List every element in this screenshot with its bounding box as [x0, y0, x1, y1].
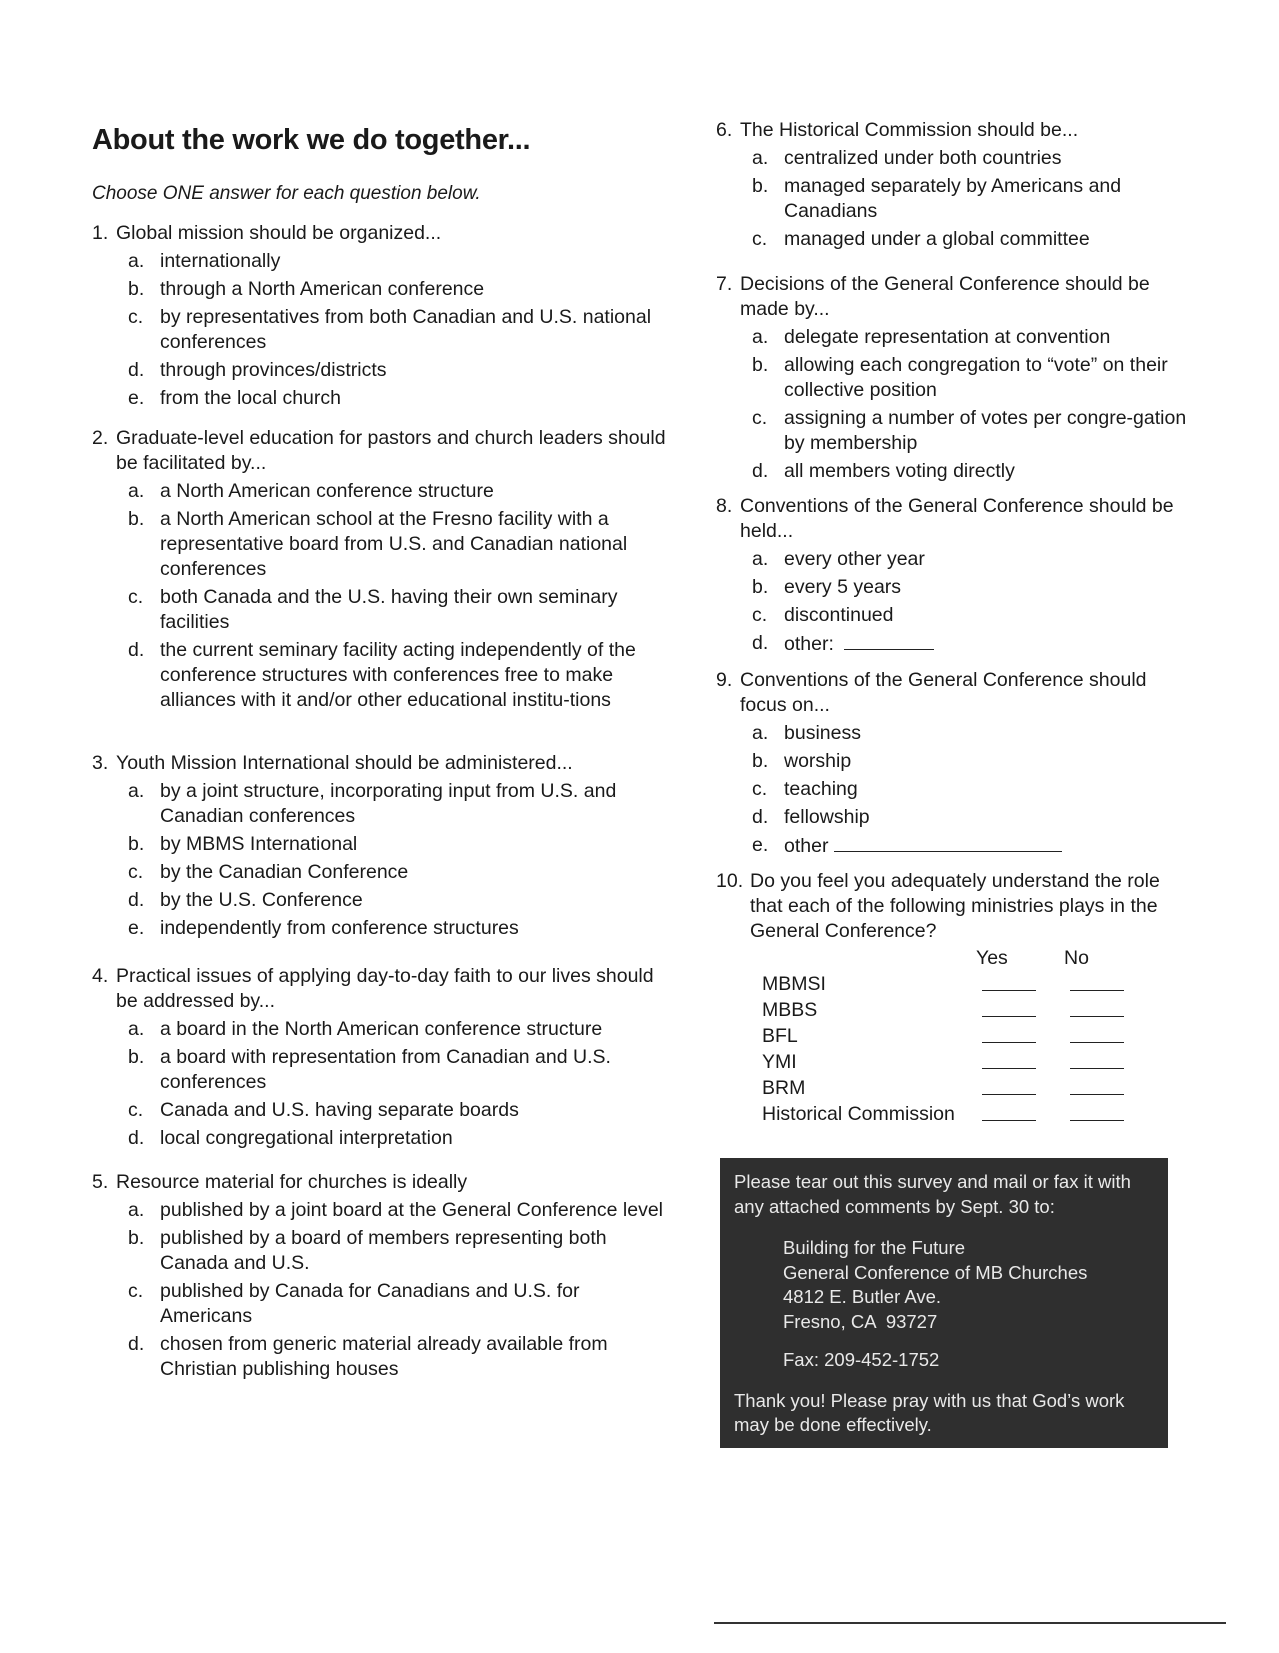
option-9a[interactable] [752, 721, 1196, 746]
option-text: through provinces/districts [160, 359, 387, 381]
ministry-row [762, 997, 1196, 1023]
option-1e[interactable] [128, 386, 672, 411]
question-8 [716, 494, 1196, 657]
question-5 [92, 1170, 672, 1382]
option-letter: b. [752, 354, 769, 376]
option-text: discontinued [784, 604, 894, 626]
option-9e[interactable] [752, 833, 1196, 859]
option-text: local congregational interpretation [160, 1127, 453, 1149]
option-5b[interactable] [128, 1226, 672, 1276]
option-text: worship [784, 750, 852, 772]
option-text: published by a board of members representing both Canada and U.S. [160, 1227, 607, 1274]
option-text: delegate representation at convention [784, 326, 1111, 348]
option-2a[interactable] [128, 479, 672, 504]
option-letter: d. [752, 632, 769, 654]
option-text: a board in the North American conference structure [160, 1018, 603, 1040]
option-4c[interactable] [128, 1098, 672, 1123]
ministry-name: MBMSI [762, 973, 826, 995]
option-text: fellowship [784, 806, 870, 828]
option-text: a North American conference structure [160, 480, 494, 502]
question-text: Global mission should be organized... [116, 222, 442, 244]
other-blank-line[interactable] [834, 833, 1062, 852]
option-text: both Canada and the U.S. having their own seminary facilities [160, 586, 618, 633]
question-text: The Historical Commission should be... [740, 119, 1079, 141]
option-text: other [784, 835, 829, 857]
option-6a[interactable] [752, 146, 1196, 171]
question-number: 4. [92, 965, 109, 987]
option-letter: d. [128, 889, 145, 911]
option-letter: c. [128, 861, 144, 883]
option-letter: a. [752, 147, 769, 169]
option-text: every 5 years [784, 576, 902, 598]
no-blank[interactable] [1070, 1028, 1124, 1043]
option-letter: c. [752, 604, 768, 626]
option-2c[interactable] [128, 585, 672, 635]
address-line: General Conference of MB Churches [783, 1261, 1088, 1283]
question-number: 7. [716, 273, 733, 295]
ministry-row [762, 1101, 1196, 1127]
no-blank[interactable] [1070, 1080, 1124, 1095]
no-blank[interactable] [1070, 1106, 1124, 1121]
option-text: independently from conference structures [160, 917, 519, 939]
option-letter: e. [128, 917, 145, 939]
other-blank-line[interactable] [844, 631, 934, 650]
option-5c[interactable] [128, 1279, 672, 1329]
yes-blank[interactable] [982, 1080, 1036, 1095]
option-text: by representatives from both Canadian and U.S. national conferences [160, 306, 652, 353]
option-letter: c. [128, 1099, 144, 1121]
option-3c[interactable] [128, 860, 672, 885]
option-7b[interactable] [752, 353, 1196, 403]
option-8d[interactable] [752, 631, 1196, 657]
option-2d[interactable] [128, 638, 672, 713]
option-letter: a. [128, 1199, 145, 1221]
question-number: 9. [716, 669, 733, 691]
option-4d[interactable] [128, 1126, 672, 1151]
option-letter: a. [128, 780, 145, 802]
option-text: allowing each congregation to “vote” on their collective position [784, 354, 1168, 401]
option-7d[interactable] [752, 459, 1196, 484]
option-1a[interactable] [128, 249, 672, 274]
option-letter: b. [128, 833, 145, 855]
option-text: other: [784, 633, 834, 655]
option-text: Canada and U.S. having separate boards [160, 1099, 519, 1121]
ministry-name: MBBS [762, 999, 818, 1021]
ministry-row [762, 1049, 1196, 1075]
mail-intro: Please tear out this survey and mail or fax it with any attached comments by Sept. 30 to: [734, 1171, 1131, 1217]
option-5a[interactable] [128, 1198, 672, 1223]
yes-blank[interactable] [982, 1002, 1036, 1017]
instructions: Choose ONE answer for each question below. [92, 183, 481, 204]
question-number: 1. [92, 222, 109, 244]
option-letter: d. [128, 1333, 145, 1355]
option-letter: a. [752, 548, 769, 570]
option-letter: e. [752, 834, 769, 856]
option-text: a North American school at the Fresno facility with a representative board from U.S. and Canadian national conferences [160, 508, 628, 580]
option-letter: b. [752, 576, 769, 598]
option-text: by the U.S. Conference [160, 889, 363, 911]
question-text: Practical issues of applying day-to-day faith to our lives should be addressed by... [116, 965, 654, 1012]
question-number: 8. [716, 495, 733, 517]
ministry-row [762, 1075, 1196, 1101]
ministry-name: Historical Commission [762, 1103, 955, 1125]
option-letter: d. [128, 1127, 145, 1149]
option-1b[interactable] [128, 277, 672, 302]
yes-blank[interactable] [982, 1054, 1036, 1069]
option-letter: b. [752, 175, 769, 197]
option-text: by a joint structure, incorporating input from U.S. and Canadian conferences [160, 780, 617, 827]
option-5d[interactable] [128, 1332, 672, 1382]
yes-blank[interactable] [982, 1028, 1036, 1043]
option-letter: d. [752, 460, 769, 482]
question-number: 5. [92, 1171, 109, 1193]
question-text: Do you feel you adequately understand the role that each of the following ministries plays in the General Conference? [750, 870, 1160, 942]
question-4 [92, 964, 672, 1151]
option-2b[interactable] [128, 507, 672, 582]
question-9 [716, 668, 1196, 859]
ministry-name: BFL [762, 1025, 798, 1047]
option-letter: a. [752, 326, 769, 348]
question-number: 3. [92, 752, 109, 774]
no-column-header: No [1064, 947, 1089, 969]
option-letter: c. [128, 1280, 144, 1302]
option-text: from the local church [160, 387, 341, 409]
question-number: 6. [716, 119, 733, 141]
ministry-name: YMI [762, 1051, 797, 1073]
question-text: Conventions of the General Conference should be held... [740, 495, 1174, 542]
option-letter: b. [128, 1046, 145, 1068]
option-letter: a. [128, 480, 145, 502]
option-letter: b. [128, 1227, 145, 1249]
question-7 [716, 272, 1196, 484]
option-text: chosen from generic material already available from Christian publishing houses [160, 1333, 608, 1380]
option-text: a board with representation from Canadian and U.S. conferences [160, 1046, 611, 1093]
option-text: business [784, 722, 861, 744]
option-letter: e. [128, 387, 145, 409]
thank-you-note: Thank you! Please pray with us that God’s work may be done effectively. [734, 1389, 1125, 1435]
option-8a[interactable] [752, 547, 1196, 572]
option-8c[interactable] [752, 603, 1196, 628]
question-text: Decisions of the General Conference should be made by... [740, 273, 1150, 320]
ministry-row [762, 971, 1196, 997]
mail-instructions-box [720, 1158, 1168, 1448]
question-6 [716, 118, 1196, 252]
bottom-divider [714, 1622, 1226, 1624]
option-text: teaching [784, 778, 858, 800]
option-text: through a North American conference [160, 278, 485, 300]
option-letter: c. [752, 228, 768, 250]
option-text: all members voting directly [784, 460, 1015, 482]
option-6c[interactable] [752, 227, 1196, 252]
option-text: managed separately by Americans and Canadians [784, 175, 1122, 222]
mailing-address [783, 1236, 1154, 1334]
option-text: centralized under both countries [784, 147, 1062, 169]
yes-blank[interactable] [982, 976, 1036, 991]
option-letter: d. [752, 806, 769, 828]
question-text: Graduate-level education for pastors and church leaders should be facilitated by... [116, 427, 666, 474]
question-number: 10. [716, 870, 744, 892]
option-letter: c. [752, 407, 768, 429]
option-3e[interactable] [128, 916, 672, 941]
no-blank[interactable] [1070, 976, 1124, 991]
option-letter: c. [752, 778, 768, 800]
option-text: by the Canadian Conference [160, 861, 409, 883]
option-text: by MBMS International [160, 833, 358, 855]
option-text: published by Canada for Canadians and U.S. for Americans [160, 1280, 580, 1327]
option-letter: a. [128, 1018, 145, 1040]
option-letter: c. [128, 586, 144, 608]
option-9c[interactable] [752, 777, 1196, 802]
option-letter: b. [128, 508, 145, 530]
ministry-name: BRM [762, 1077, 806, 1099]
ministries-header [976, 946, 1196, 971]
address-line: Fresno, CA 93727 [783, 1310, 938, 1332]
option-text: the current seminary facility acting independently of the conference structures with conferences free to make alliances with it and/or other educational institu-tions [160, 639, 636, 711]
ministry-row [762, 1023, 1196, 1049]
option-letter: d. [128, 639, 145, 661]
option-3a[interactable] [128, 779, 672, 829]
option-1d[interactable] [128, 358, 672, 383]
question-1 [92, 221, 672, 411]
address-line: Building for the Future [783, 1237, 966, 1258]
option-letter: b. [752, 750, 769, 772]
address-line: 4812 E. Butler Ave. [783, 1286, 942, 1307]
question-10 [716, 869, 1196, 1127]
option-7c[interactable] [752, 406, 1196, 456]
option-3d[interactable] [128, 888, 672, 913]
question-3 [92, 751, 672, 941]
option-6b[interactable] [752, 174, 1196, 224]
option-text: internationally [160, 250, 281, 272]
option-letter: a. [752, 722, 769, 744]
option-text: published by a joint board at the General Conference level [160, 1199, 663, 1221]
option-1c[interactable] [128, 305, 672, 355]
option-letter: b. [128, 278, 145, 300]
option-3b[interactable] [128, 832, 672, 857]
option-letter: c. [128, 306, 144, 328]
option-7a[interactable] [752, 325, 1196, 350]
option-9d[interactable] [752, 805, 1196, 830]
option-4b[interactable] [128, 1045, 672, 1095]
option-text: managed under a global committee [784, 228, 1090, 250]
option-text: assigning a number of votes per congre-gation by membership [784, 407, 1187, 454]
no-blank[interactable] [1070, 1054, 1124, 1069]
question-text: Conventions of the General Conference should focus on... [740, 669, 1147, 716]
option-9b[interactable] [752, 749, 1196, 774]
ministries-table [716, 946, 1196, 1127]
option-letter: a. [128, 250, 145, 272]
option-letter: d. [128, 359, 145, 381]
question-2 [92, 426, 672, 713]
question-text: Resource material for churches is ideally [116, 1171, 468, 1193]
question-number: 2. [92, 427, 109, 449]
page-title: About the work we do together... [92, 124, 531, 156]
option-4a[interactable] [128, 1017, 672, 1042]
fax-number: Fax: 209-452-1752 [783, 1349, 940, 1370]
option-8b[interactable] [752, 575, 1196, 600]
no-blank[interactable] [1070, 1002, 1124, 1017]
yes-column-header: Yes [976, 947, 1008, 969]
yes-blank[interactable] [982, 1106, 1036, 1121]
option-text: every other year [784, 548, 925, 570]
question-text: Youth Mission International should be administered... [116, 752, 573, 774]
